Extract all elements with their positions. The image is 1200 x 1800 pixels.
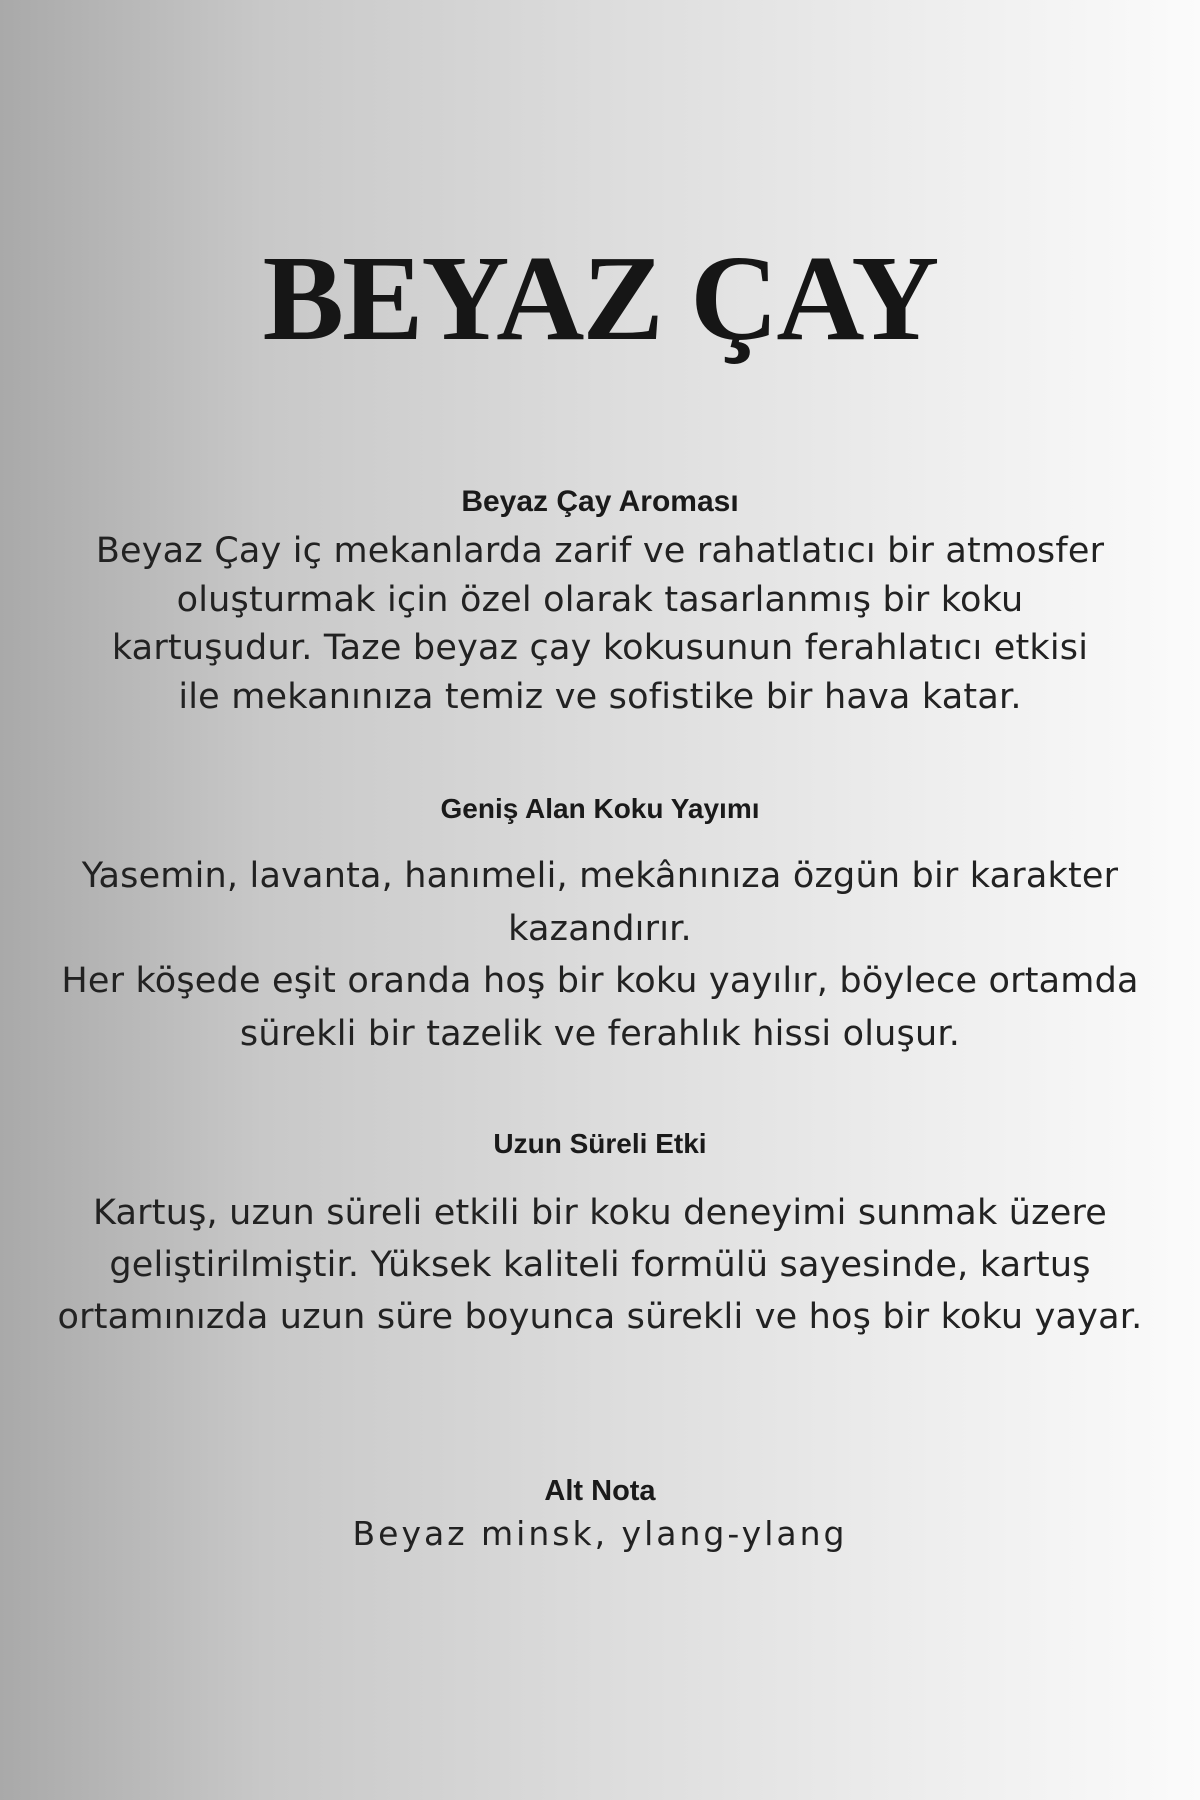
section-diffusion-heading: Geniş Alan Koku Yayımı: [440, 793, 760, 824]
section-long-lasting-line: geliştirilmiştir. Yüksek kaliteli formülü sayesinde, kartuş: [109, 1245, 1091, 1285]
section-base-note-text: [0, 1512, 1200, 1556]
section-long-lasting-heading: Uzun Süreli Etki: [493, 1128, 707, 1159]
section-long-lasting-line: Kartuş, uzun süreli etkili bir koku deneyimi sunmak üzere: [93, 1193, 1107, 1233]
section-long-lasting: [0, 1125, 1200, 1343]
section-long-lasting-text: [0, 1187, 1200, 1343]
section-diffusion-line: sürekli bir tazelik ve ferahlık hissi oluşur.: [239, 1013, 961, 1054]
section-aroma-line: oluşturmak için özel olarak tasarlanmış bir koku: [176, 579, 1024, 620]
section-diffusion-line: Her köşede eşit oranda hoş bir koku yayılır, böylece ortamda: [61, 961, 1139, 1001]
section-aroma-line: ile mekanınıza temiz ve sofistike bir hava katar.: [178, 676, 1022, 717]
product-title: BEYAZ ÇAY: [262, 231, 938, 366]
section-long-lasting-line: ortamınızda uzun süre boyunca sürekli ve hoş bir koku yayar.: [57, 1297, 1143, 1337]
section-diffusion-text: [0, 850, 1200, 1060]
section-diffusion: [0, 790, 1200, 1060]
section-aroma: [0, 482, 1200, 721]
section-base-note: [0, 1472, 1200, 1556]
section-aroma-heading: Beyaz Çay Aroması: [461, 485, 739, 518]
section-base-note-line: Beyaz minsk, ylang-ylang: [352, 1514, 848, 1553]
section-base-note-heading: Alt Nota: [544, 1475, 656, 1507]
section-diffusion-line: kazandırır.: [508, 908, 692, 949]
section-diffusion-line: Yasemin, lavanta, hanımeli, mekânınıza özgün bir karakter: [81, 856, 1119, 896]
section-aroma-text: [0, 527, 1200, 721]
section-aroma-line: Beyaz Çay iç mekanlarda zarif ve rahatlatıcı bir atmosfer: [95, 531, 1105, 571]
section-aroma-line: kartuşudur. Taze beyaz çay kokusunun ferahlatıcı etkisi: [111, 628, 1089, 668]
